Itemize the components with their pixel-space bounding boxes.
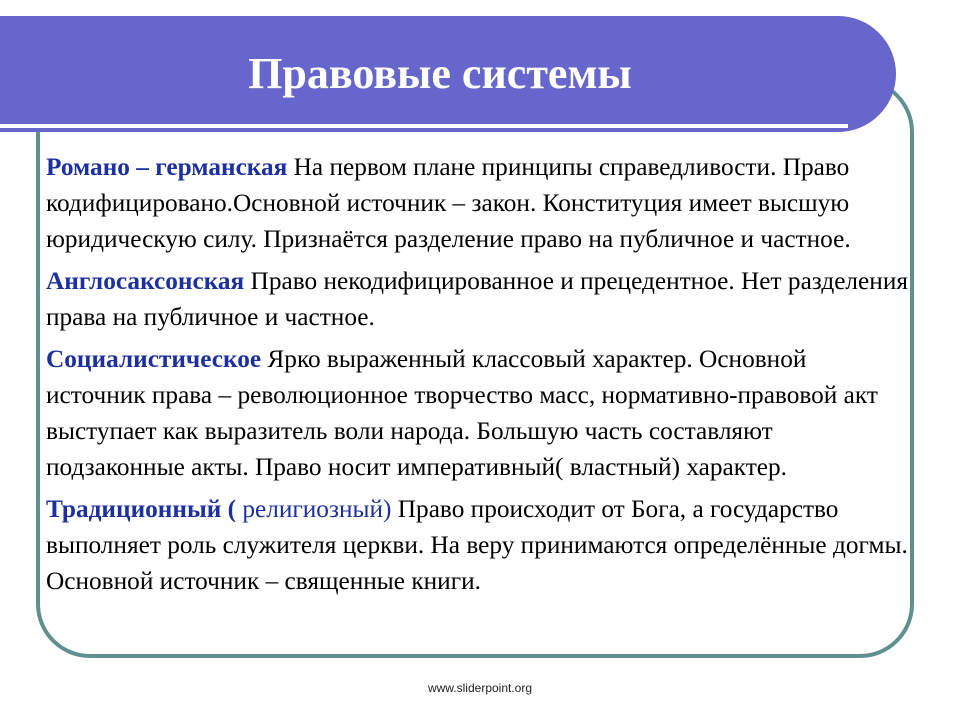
content-area [46,149,908,605]
paragraph-text: Право происходит от Бога, а государство выполняет роль служителя церкви. На веру принимаются определённые догмы. Основной источник – священные книги. [46,495,908,595]
term-anglo-saxon: Англосаксонская [46,267,245,295]
term-traditional [46,495,391,523]
paragraph-traditional [46,491,908,599]
paragraph-socialist [46,341,908,485]
term-socialist: Социалистическое [46,345,262,373]
paragraph-text: На первом плане принципы справедливости. Право кодифицировано.Основной источник – закон. Конституция имеет высшую юридическую силу. Признаётся разделение право на публичное и частное. [46,153,851,253]
title-underline [0,124,848,128]
paragraph-text: Ярко выраженный классовый характер. Основной источник права – революционное творчество масс, нормативно-правовой акт выступает как выразитель воли народа. Большую часть составляют подзаконные акты. Право носит императивный( властный) характер. [46,345,878,481]
slide-title: Правовые системы [248,49,632,98]
paragraph-romano-germanic [46,149,908,257]
paragraph-anglo-saxon [46,263,908,335]
term-traditional-main: Традиционный ( [46,495,237,523]
paragraph-text: Право некодифицированное и прецедентное. Нет разделения права на публичное и частное. [46,267,908,331]
term-romano-germanic: Романо – германская [46,153,288,181]
footer-url: www.sliderpoint.org [427,681,533,695]
term-traditional-extra: религиозный) [236,495,392,523]
